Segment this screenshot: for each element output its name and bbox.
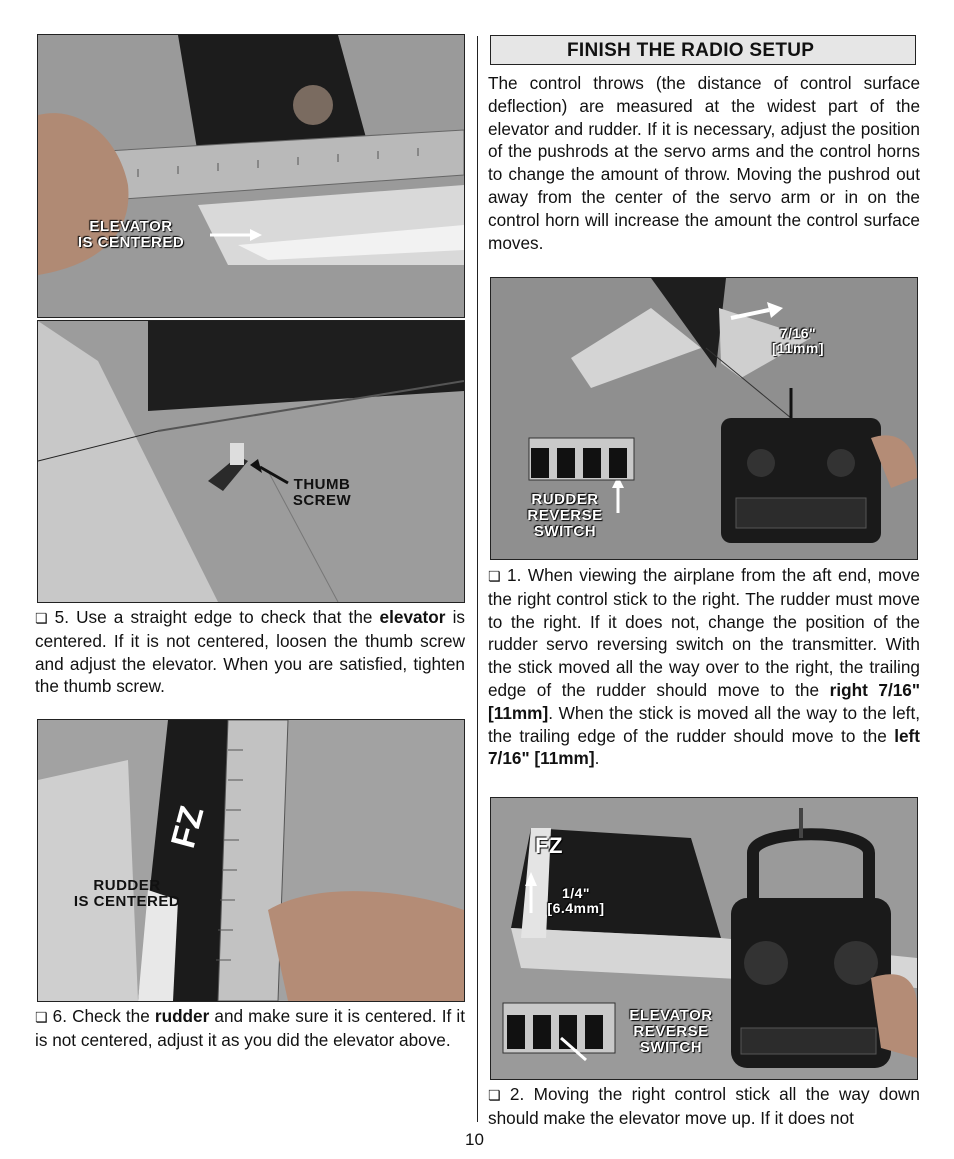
radio-step-1-text: ❏ 1. When viewing the airplane from the aft end, move the right control stick to the right. The rudder must move to the right. If it does not, change the position of the rudder servo reversing switch on the transmitter. With the stick moved all the way over to the right, the trailing edge of the rudder should move to the right 7/16" [11mm]. When the stick is moved all the way to the left, the trailing edge of the rudder should move to the left 7/16" [11mm]. bbox=[488, 565, 920, 769]
section-title: FINISH THE RADIO SETUP bbox=[490, 35, 916, 65]
step-6-text: ❏ 6. Check the rudder and make sure it is centered. If it is not centered, adjust it as you did the elevator above. bbox=[35, 1006, 465, 1050]
step-5-checkbox[interactable]: ❏ bbox=[35, 610, 48, 626]
elevator-centered-photo bbox=[37, 34, 465, 318]
radio-step-2-checkbox[interactable]: ❏ bbox=[488, 1087, 501, 1103]
radio-step-2-text: ❏ 2. Moving the right control stick all the way down should make the elevator move up. If it does not bbox=[488, 1084, 920, 1128]
thumb-screw-photo bbox=[37, 320, 465, 603]
elevator-reverse-switch-label: ELEVATOR REVERSE SWITCH bbox=[629, 1007, 713, 1056]
page-number: 10 bbox=[465, 1130, 484, 1149]
rudder-centered-photo bbox=[37, 719, 465, 1002]
rudder-throw-label: 7/16" [11mm] bbox=[771, 325, 825, 356]
step-6-checkbox[interactable]: ❏ bbox=[35, 1009, 48, 1025]
servo-reversing-switch-graphic bbox=[529, 438, 634, 480]
elevator-reverse-photo bbox=[490, 797, 918, 1080]
thumb-screw-label: THUMB SCREW bbox=[292, 476, 352, 509]
column-divider bbox=[477, 36, 478, 1122]
rudder-reverse-switch-label: RUDDER REVERSE SWITCH bbox=[527, 491, 603, 540]
elevator-centered-label: ELEVATOR IS CENTERED bbox=[77, 218, 185, 251]
radio-step-1-checkbox[interactable]: ❏ bbox=[488, 568, 501, 584]
rudder-centered-label: RUDDER IS CENTERED bbox=[73, 877, 181, 910]
servo-reversing-switch-graphic-2 bbox=[503, 1003, 615, 1060]
section-intro: The control throws (the distance of control surface deflection) are measured at the widest part of the elevator and rudder. If it is necessary, adjust the position of the pushrods at the servo arms and the control horns to change the amount of throw. Moving the pushrod out away from the center of the servo arm or in on the control horn will increase the amount the control surface moves. bbox=[488, 73, 920, 253]
fin-fz-text: FZ bbox=[164, 802, 212, 853]
elevator-throw-label: 1/4" [6.4mm] bbox=[547, 885, 605, 916]
step-5-text: ❏ 5. Use a straight edge to check that the elevator is centered. If it is not centered, loosen the thumb screw and adjust the elevator. When you are satisfied, tighten the thumb screw. bbox=[35, 607, 465, 697]
rudder-reverse-photo bbox=[490, 277, 918, 560]
fin-fz-label: FZ bbox=[535, 833, 563, 858]
